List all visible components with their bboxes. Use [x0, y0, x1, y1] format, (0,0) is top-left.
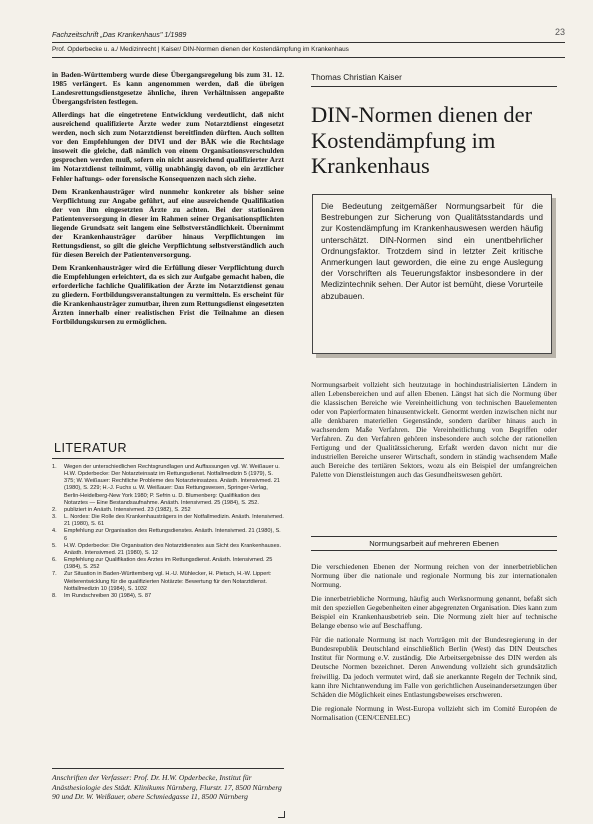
reference-item: 7. Zur Situation in Baden-Württemberg vgl. H.-U. Mühlecker, H. Pietsch, H.-W. Lippert: Weiterentwicklung für die qualifizierten Notärzte: Bewertung für den Notarztdienst. Notfallmedizin 10 (1984), S. 1032 — [52, 571, 272, 592]
reference-list — [52, 464, 284, 600]
literature-title: LITERATUR — [54, 441, 128, 455]
header-rule — [52, 42, 565, 43]
literature-rule — [52, 458, 284, 459]
abstract-box: Die Bedeutung zeitgemäßer Normungsarbeit für die Bestrebungen zur Sicherung von Qualitätsstandards und zur Kostendämpfung im Krankenhauswesen werden häufig unterschätzt. DIN-Normen sind ein unentbehrlicher Ordnungsfaktor. Trotzdem sind in letzter Zeit kritische Anmerkungen laut geworden, die eine zu enge Auslegung der Vorschriften als Teuerungsfaktor insbesondere in der Medizintechnik sehen. Der Autor ist bemüht, diese Vorurteile abzubauen. — [312, 194, 552, 354]
article-author: Thomas Christian Kaiser — [311, 72, 402, 82]
publication-title: Fachzeitschrift „Das Krankenhaus" 1/1989 — [52, 30, 187, 39]
left-paragraph: in Baden-Württemberg wurde diese Übergangsregelung bis zum 31. 12. 1985 verlängert. Es kann angenommen werden, daß die übrigen Landesrettungsdienstgesetze ähnliche, ihren Verhältnissen angepaßte Übergangsfristen festlegen. — [52, 70, 284, 107]
author-rule — [311, 86, 557, 87]
reference-item: 5. H.W. Opderbecke: Die Organisation des Notarztdienstes aus Sicht des Krankenhauses. Anästh. Intensivmed. 21 (1980), S. 12 — [52, 542, 282, 556]
header-rule-lower — [52, 57, 565, 58]
section-heading: Normungsarbeit auf mehreren Ebenen — [311, 536, 557, 551]
running-header — [52, 27, 565, 39]
reference-item: 4. Empfehlung zur Organisation des Rettungsdienstes. Anästh. Intensivmed. 21 (1980), S. 6 — [52, 528, 281, 542]
page-number: 23 — [554, 27, 565, 37]
section-paragraph: Die verschiedenen Ebenen der Normung reichen von der innerbetrieblichen Normung über die nationale und regionale Normung bis zur internationalen Normung. — [311, 562, 557, 590]
end-mark — [278, 811, 285, 818]
section-paragraph: Die innerbetriebliche Normung, häufig auch Werksnormung genannt, befaßt sich mit den speziellen Gegebenheiten einer abgegrenzten Organisation. Dies kann zum Beispiel ein Krankenhausbetrieb sein. Die Normung zielt hier auf technische Belange ebenso wie auf Beschaffung. — [311, 594, 557, 631]
right-section-body — [311, 562, 557, 722]
reference-item: 6. Empfehlung zur Qualifikation des Arztes im Rettungsdienst. Anästh. Intensivmed. 25 (1984), S. 252 — [52, 557, 273, 571]
intro-paragraph: Normungsarbeit vollzieht sich heutzutage in hochindustrialisierten Ländern in allen Lebensbereichen und auf allen Ebenen. Längst hat sich die Normung über die klassischen Bereiche wie Vereinheitlichung von technischen Bauelementen oder von Papierformaten hinausentwickelt. Genormt werden inzwischen nicht nur alle denkbaren materiellen Gegenstände, sondern darüber hinaus auch in wachsendem Maße Verfahren. Die Vereinheitlichung von Begriffen oder Verfahren. Zu den Verfahren gehören insbesondere auch solche der rationellen Fertigung und der Qualitätssicherung. Erfaßt werden davon nicht nur die industriellen Bereiche unserer Wirtschaft, sondern in ständig wachsendem Maße auch Bereiche des tertiären Sektors, wozu als ein Beispiel der umfangreichen Palette von Dienstleistungen auch das Gesundheitswesen gehört. — [311, 380, 557, 480]
reference-item: 1. Wegen der unterschiedlichen Rechtsgrundlagen und Auffassungen vgl. W. Weißauer u. H.W. Opderbecke: Der Notarzteinsatz im Rettungsdienst. Notfallmedizin 5 (1979), S. 375; W. Weißauer: Rechtliche Probleme des Notarzteinsatzes. Anästh. Intensivmed. 21 (1980), S. 229; H.-J. Fuchs u. W. Weißauer: Das Rettungswesen, Springer-Verlag, Berlin-Heidelberg-New York 1980; P. Sefrin u. D. Blumenberg: Qualifikation des Notarztes — Eine Bestandsaufnahme. Anästh. Intensivmed. 25 (1984), S. 252. — [52, 464, 280, 506]
right-intro — [311, 380, 557, 480]
section-paragraph: Die regionale Normung in West-Europa vollzieht sich im Comité Européen de Normalisation (CEN/CENELEC) — [311, 703, 557, 722]
reference-item: 2. publiziert in Anästh. Intensivmed. 23 (1982), S. 252 — [52, 506, 191, 513]
left-column — [52, 70, 284, 326]
article-title: DIN-Normen dienen der Kostendämpfung im Krankenhaus — [311, 102, 533, 178]
author-addresses: Anschriften der Verfasser: Prof. Dr. H.W. Opderbecke, Institut für Anästhesiologie des Städt. Klinikums Nürnberg, Flurstr. 17, 8500 Nürnberg 90 und Dr. W. Weißauer, obere Schmiedgasse 11, 8500 Nürnberg — [52, 773, 282, 801]
reference-item: 8. Im Rundschreiben 30 (1984), S. 87 — [52, 592, 152, 599]
left-paragraph: Dem Krankenhausträger wird die Erfüllung dieser Verpflichtung durch die Empfehlungen erleichtert, da es sich zur Aufgabe gemacht haben, die erforderliche fachliche Qualifikation der Ärzte im Notarztdienst genau zu gliedern. Fortbildungsveranstaltungen zu vermitteln. Es erscheint für die Krankenhausträger zumutbar, ihren zum Rettungsdienst eingesetzten Ärzten innerhalb einer realistischen Frist die Teilnahme an diesen Fortbildungskursen zu ermöglichen. — [52, 262, 284, 327]
address-rule — [52, 768, 284, 769]
left-paragraph: Allerdings hat die eingetretene Entwicklung verdeutlicht, daß nicht ausreichend qualifizierte Ärzte weder zum Notarztdienst eingesetzt werden, noch sich zum Notarztdienst bereitfinden dürften. Auch sollten vor den Empfehlungen der DIVI und der BÄK wie die Rechtslage insoweit die gleiche, daß nämlich von einem Organisationsverschulden gesprochen werden muß, sofern ein nicht ausreichend qualifizierter Arzt im Notarztdienst teilnimmt, völlig unabhängig davon, ob ein ärztlicher Fehler haftungs- oder forensische Konsequenzen nach sich ziehe. — [52, 110, 284, 183]
reference-item: 3. L. Nordes: Die Rolle des Krankenhausträgers in der Notfallmedizin. Anästh. Intensivmed. 21 (1980), S. 61 — [52, 514, 284, 528]
header-byline: Prof. Opderbecke u. a./ Medizinrecht | Kaiser/ DIN-Normen dienen der Kostendämpfung im Krankenhaus — [52, 46, 349, 53]
section-paragraph: Für die nationale Normung ist nach Vorträgen mit der Bundesregierung in der Bundesrepublik Deutschland einschließlich Berlin (West) das DIN Deutsches Institut für Normung e.V. zuständig. Die Arbeitsergebnisse des DIN werden als Deutsche Normen bezeichnet. Deren Anwendung vollzieht sich grundsätzlich freiwillig. Da jedoch vermutet wird, daß sie anerkannte Regeln der Technik sind, kann ihre Nichtanwendung im Falle von gerichtlichen Auseinandersetzungen über Schäden die Möglichkeit eines Entlastungsbeweises erschweren. — [311, 635, 557, 699]
left-paragraph: Dem Krankenhausträger wird nunmehr konkreter als bisher seine Verpflichtung zur Angabe geführt, auf eine ausreichende Qualifikation der von ihm eingesetzten Ärzte zu achten. Bei der stationären Patientenversorgung in dieser im Rahmen seiner Organisationspflichten liegende Grundsatz seit langem eine Selbstverständlichkeit. Übernimmt der Krankenhausträger darüber hinaus Verpflichtungen im Rettungsdienst, so gilt die gleiche Verpflichtung selbstverständlich auch für diesen Bereich der Patientenversorgung. — [52, 186, 284, 259]
